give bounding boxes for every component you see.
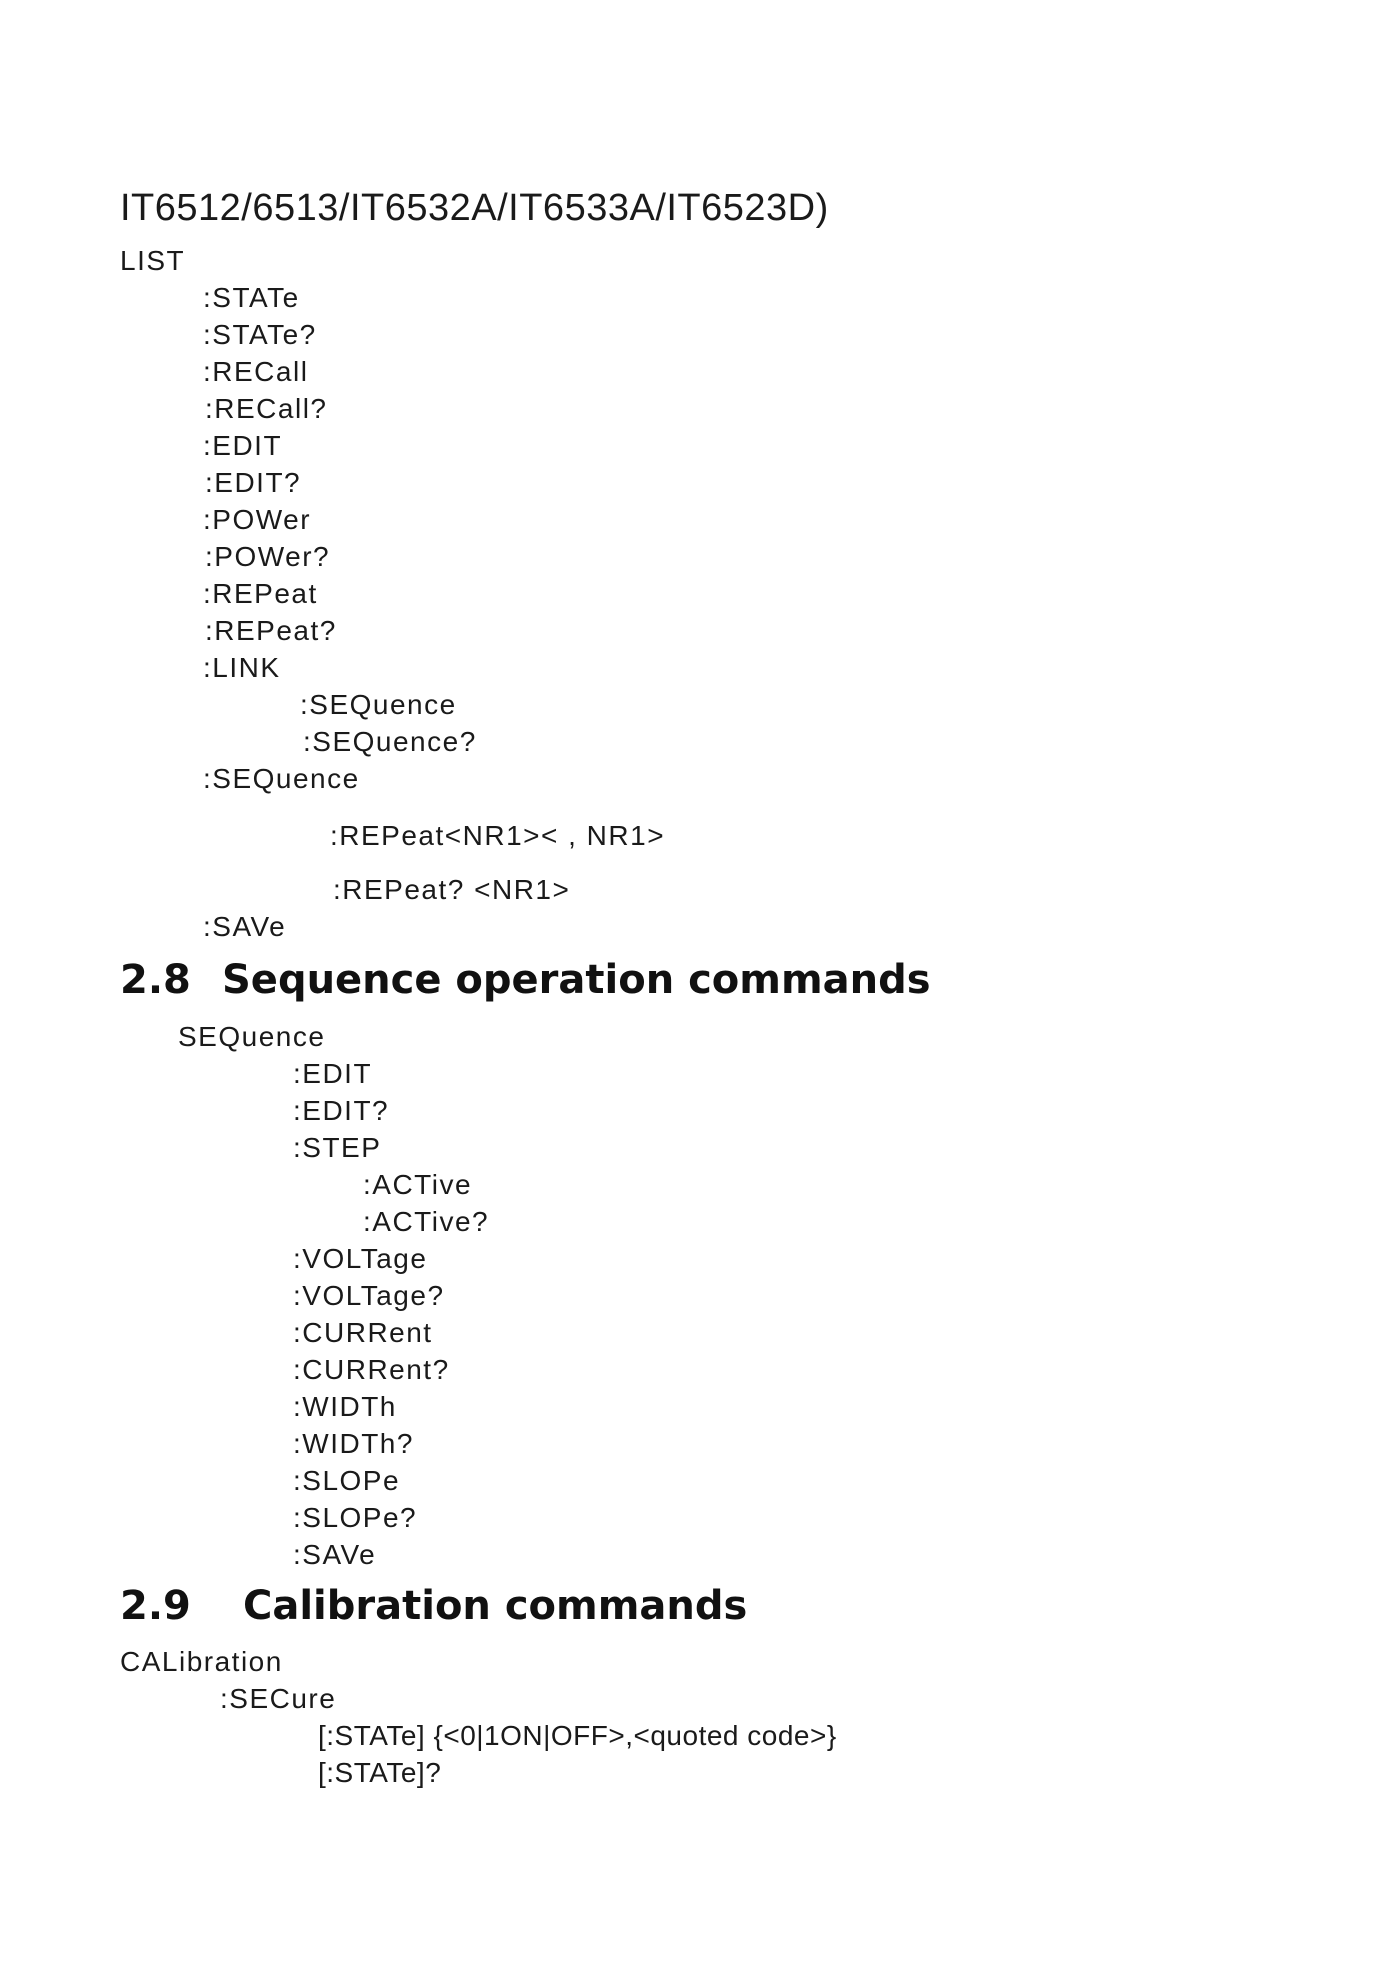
list-command-state-query: :STATe? — [203, 319, 317, 350]
list-command-save: :SAVe — [203, 911, 287, 942]
sequence-command-edit-query: :EDIT? — [293, 1095, 390, 1126]
list-link-sequence-query: :SEQuence? — [303, 726, 477, 757]
sequence-root-command: SEQuence — [178, 1021, 326, 1052]
calibration-root-command: CALibration — [120, 1646, 283, 1677]
sequence-command-save: :SAVe — [293, 1539, 377, 1570]
sequence-command-width-query: :WIDTh? — [293, 1428, 414, 1459]
sequence-command-step: :STEP — [293, 1132, 382, 1163]
sequence-command-current: :CURRent — [293, 1317, 433, 1348]
list-root-command: LIST — [120, 245, 186, 276]
section-heading-2-9 — [120, 1582, 747, 1630]
section-number: 2.8 — [120, 957, 191, 1003]
sequence-command-edit: :EDIT — [293, 1058, 373, 1089]
section-title: Sequence operation commands — [222, 957, 931, 1003]
list-command-edit-query: :EDIT? — [205, 467, 302, 498]
list-sequence-repeat: :REPeat<NR1>< , NR1> — [330, 820, 666, 851]
list-command-recall: :RECall — [203, 356, 309, 387]
calibration-command-secure: :SECure — [220, 1683, 337, 1714]
list-command-link: :LINK — [203, 652, 281, 683]
list-command-power-query: :POWer? — [205, 541, 331, 572]
section-number: 2.9 — [120, 1583, 191, 1629]
sequence-command-voltage: :VOLTage — [293, 1243, 428, 1274]
list-command-power: :POWer — [203, 504, 312, 535]
sequence-command-current-query: :CURRent? — [293, 1354, 450, 1385]
sequence-command-width: :WIDTh — [293, 1391, 397, 1422]
list-command-state: :STATe — [203, 282, 300, 313]
section-heading-2-8 — [120, 956, 931, 1004]
list-command-recall-query: :RECall? — [205, 393, 328, 424]
list-sequence-repeat-query: :REPeat? <NR1> — [333, 874, 571, 905]
list-command-repeat-query: :REPeat? — [205, 615, 337, 646]
sequence-command-voltage-query: :VOLTage? — [293, 1280, 445, 1311]
calibration-secure-state-query: [:STATe]? — [318, 1757, 442, 1788]
section-title: Calibration commands — [243, 1583, 748, 1629]
sequence-command-slope: :SLOPe — [293, 1465, 401, 1496]
list-command-sequence: :SEQuence — [203, 763, 360, 794]
list-command-repeat: :REPeat — [203, 578, 318, 609]
sequence-step-active: :ACTive — [363, 1169, 473, 1200]
sequence-step-active-query: :ACTive? — [363, 1206, 490, 1237]
list-link-sequence: :SEQuence — [300, 689, 457, 720]
list-command-edit: :EDIT — [203, 430, 283, 461]
calibration-secure-state: [:STATe] {<0|1ON|OFF>,<quoted code>} — [318, 1720, 837, 1751]
sequence-command-slope-query: :SLOPe? — [293, 1502, 418, 1533]
model-list-line: IT6512/6513/IT6532A/IT6533A/IT6523D) — [120, 187, 829, 229]
